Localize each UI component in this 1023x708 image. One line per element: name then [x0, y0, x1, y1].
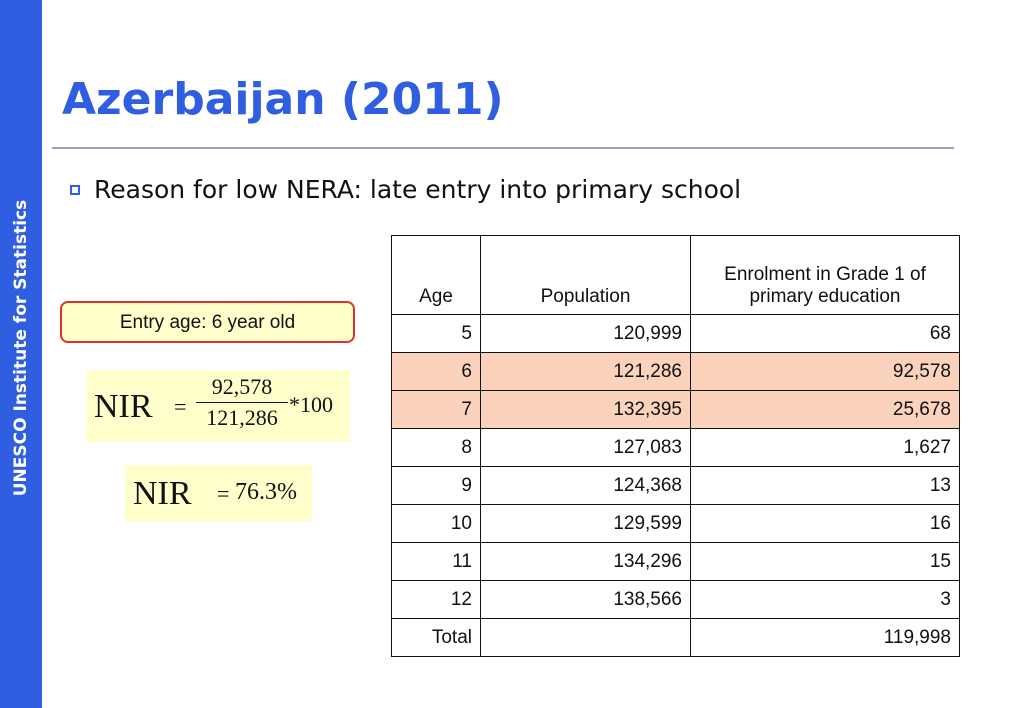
title-divider — [52, 147, 954, 149]
table-header-row — [392, 236, 960, 315]
nir-formula — [86, 370, 350, 442]
cell-enrolment: 16 — [691, 505, 960, 543]
cell-population: 120,999 — [481, 315, 691, 353]
table-row — [392, 429, 960, 467]
cell-enrolment: 15 — [691, 543, 960, 581]
cell-population: 121,286 — [481, 353, 691, 391]
cell-enrolment: 68 — [691, 315, 960, 353]
cell-age: 8 — [392, 429, 481, 467]
cell-population — [481, 619, 691, 657]
result-lhs: NIR — [133, 475, 192, 512]
cell-age: 12 — [392, 581, 481, 619]
cell-enrolment: 13 — [691, 467, 960, 505]
cell-age: 9 — [392, 467, 481, 505]
enrolment-table — [391, 235, 960, 657]
cell-age: 11 — [392, 543, 481, 581]
cell-population: 134,296 — [481, 543, 691, 581]
result-value: 76.3% — [235, 479, 297, 505]
header-population: Population — [481, 236, 691, 315]
bullet-item — [70, 175, 741, 204]
formula-denominator: 121,286 — [206, 405, 278, 430]
table-row — [392, 505, 960, 543]
table-row — [392, 353, 960, 391]
entry-age-callout: Entry age: 6 year old — [60, 301, 355, 343]
formula-numerator: 92,578 — [196, 374, 288, 403]
cell-enrolment: 3 — [691, 581, 960, 619]
square-bullet-icon — [70, 185, 80, 195]
header-enrolment: Enrolment in Grade 1 of primary education — [691, 236, 960, 315]
cell-population: 132,395 — [481, 391, 691, 429]
sidebar-label: UNESCO Institute for Statistics — [11, 199, 31, 497]
header-age: Age — [392, 236, 481, 315]
cell-enrolment: 1,627 — [691, 429, 960, 467]
table-row — [392, 315, 960, 353]
formula-equals: = — [174, 394, 187, 419]
table-row — [392, 619, 960, 657]
page-title: Azerbaijan (2011) — [62, 74, 504, 125]
formula-lhs: NIR — [94, 388, 153, 425]
bullet-text: Reason for low NERA: late entry into primary school — [94, 175, 742, 204]
nir-result — [125, 465, 312, 521]
table-row — [392, 543, 960, 581]
cell-enrolment: 25,678 — [691, 391, 960, 429]
cell-age: 6 — [392, 353, 481, 391]
cell-enrolment: 119,998 — [691, 619, 960, 657]
formula-fraction — [196, 374, 288, 431]
table-row — [392, 467, 960, 505]
cell-age: 7 — [392, 391, 481, 429]
cell-age: 5 — [392, 315, 481, 353]
cell-age: 10 — [392, 505, 481, 543]
result-equals: = — [217, 481, 230, 506]
cell-enrolment: 92,578 — [691, 353, 960, 391]
cell-population: 138,566 — [481, 581, 691, 619]
cell-age: Total — [392, 619, 481, 657]
table-row — [392, 391, 960, 429]
sidebar-band — [0, 0, 42, 708]
cell-population: 124,368 — [481, 467, 691, 505]
cell-population: 129,599 — [481, 505, 691, 543]
formula-multiplier: *100 — [289, 392, 333, 417]
cell-population: 127,083 — [481, 429, 691, 467]
table-row — [392, 581, 960, 619]
